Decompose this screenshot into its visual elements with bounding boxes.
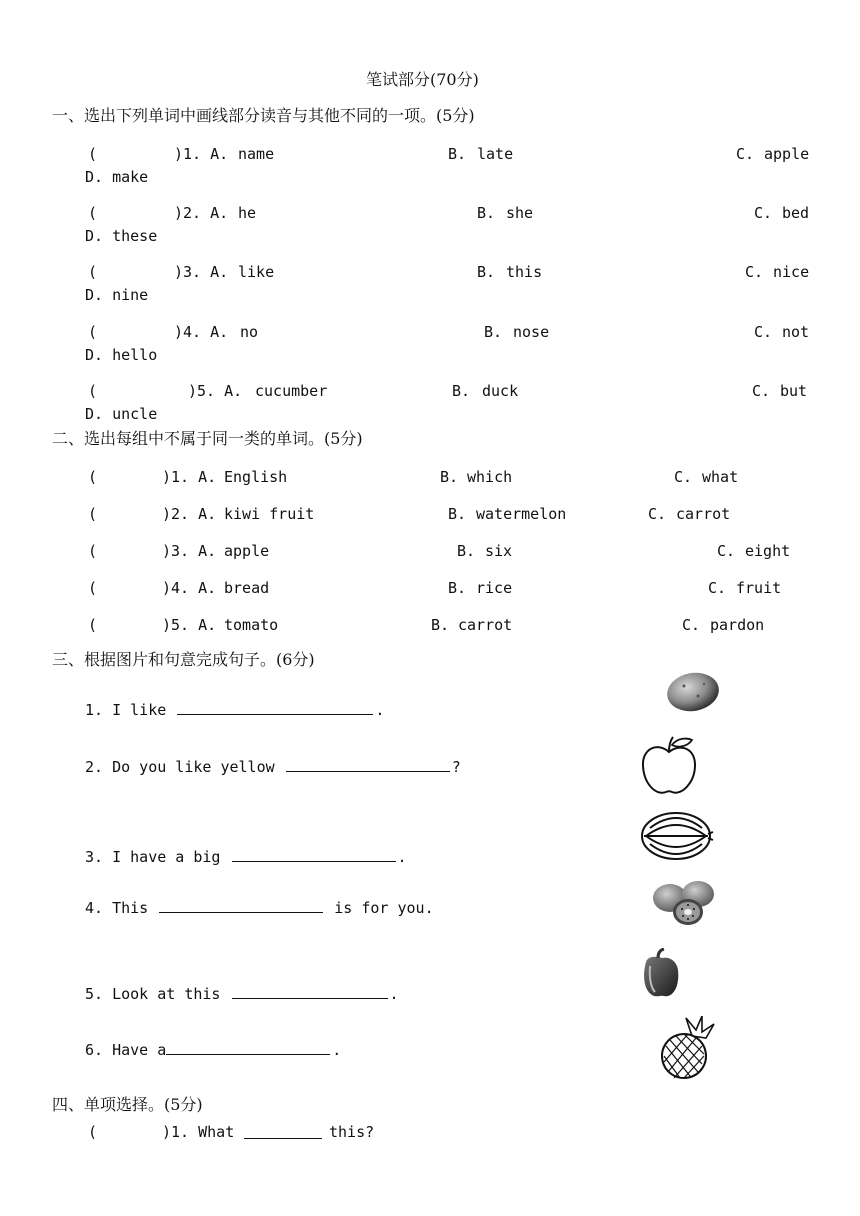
option-d: D. hello [85, 346, 158, 364]
paren-open: ( [88, 204, 98, 222]
paren-open: ( [88, 468, 98, 486]
option-b: carrot [458, 616, 513, 634]
option-b-label: B. [448, 579, 467, 597]
section-4-heading: 四、单项选择。(5分) [52, 1095, 203, 1114]
paren-open: ( [88, 505, 98, 523]
kiwi-image [650, 878, 718, 928]
option-a: he [238, 204, 257, 222]
sentence-text: 1. I like [85, 701, 167, 719]
option-b: nose [513, 323, 550, 341]
sentence-text: 4. This [85, 899, 149, 917]
paren-open: ( [88, 1123, 98, 1141]
option-c-label: C. [717, 542, 736, 560]
watermelon-image [640, 810, 714, 862]
option-c: bed [782, 204, 810, 222]
option-d: D. make [85, 168, 149, 186]
option-b-label: B. [477, 263, 496, 281]
option-b-label: B. [452, 382, 471, 400]
option-d: D. nine [85, 286, 149, 304]
answer-blank[interactable] [166, 1040, 330, 1055]
sentence-end: . [332, 1041, 342, 1059]
s3-sentence-3 [85, 847, 407, 867]
pepper-image [640, 948, 682, 998]
section-1-heading: 一、选出下列单词中画线部分读音与其他不同的一项。(5分) [52, 106, 475, 125]
sentence-end: ? [451, 758, 461, 776]
sentence-text: 5. Look at this [85, 985, 221, 1003]
answer-blank[interactable] [244, 1124, 322, 1139]
option-c-label: C. [754, 323, 773, 341]
option-c-label: C. [736, 145, 755, 163]
sentence-end: . [397, 848, 407, 866]
option-b: watermelon [476, 505, 567, 523]
apple-image [640, 734, 698, 798]
option-c: what [702, 468, 739, 486]
option-b-label: B. [477, 204, 496, 222]
sentence-end: . [375, 701, 385, 719]
answer-blank[interactable] [232, 984, 388, 999]
option-b-label: B. [448, 505, 467, 523]
s3-sentence-5 [85, 984, 399, 1004]
question-number: )1. A. [162, 468, 217, 486]
sentence-text: 2. Do you like yellow [85, 758, 275, 776]
paren-open: ( [88, 542, 98, 560]
option-b: late [477, 145, 514, 163]
option-b-label: B. [484, 323, 503, 341]
paren-open: ( [88, 263, 98, 281]
s3-sentence-6 [85, 1040, 341, 1060]
question-number: )3. A. [174, 263, 229, 281]
paren-open: ( [88, 579, 98, 597]
option-c: pardon [710, 616, 765, 634]
option-b: duck [482, 382, 519, 400]
s3-sentence-1 [85, 700, 384, 720]
question-number: )5. A. [188, 382, 243, 400]
option-c-label: C. [648, 505, 667, 523]
page-title: 笔试部分(70分) [366, 70, 479, 89]
question-number: )4. A. [162, 579, 217, 597]
option-b-label: B. [431, 616, 450, 634]
paren-open: ( [88, 145, 98, 163]
question-number: )2. A. [174, 204, 229, 222]
option-b: which [467, 468, 513, 486]
option-c: carrot [676, 505, 731, 523]
option-c-label: C. [754, 204, 773, 222]
section-2-heading: 二、选出每组中不属于同一类的单词。(5分) [52, 429, 363, 448]
s3-sentence-4 [85, 898, 434, 918]
paren-open: ( [88, 382, 98, 400]
answer-blank[interactable] [232, 847, 396, 862]
option-a: name [238, 145, 275, 163]
option-b-label: B. [448, 145, 467, 163]
paren-open: ( [88, 323, 98, 341]
pineapple-image [656, 1016, 720, 1082]
option-a: no [240, 323, 259, 341]
option-c-label: C. [708, 579, 727, 597]
option-c: but [780, 382, 808, 400]
sentence-end: is for you. [334, 899, 434, 917]
paren-open: ( [88, 616, 98, 634]
option-a: kiwi fruit [224, 505, 315, 523]
answer-blank[interactable] [286, 757, 450, 772]
answer-blank[interactable] [159, 898, 323, 913]
option-a: cucumber [255, 382, 328, 400]
option-a: English [224, 468, 288, 486]
option-b: she [506, 204, 534, 222]
option-c: eight [745, 542, 791, 560]
option-d: D. uncle [85, 405, 158, 423]
answer-blank[interactable] [177, 700, 373, 715]
option-c: nice [773, 263, 810, 281]
question-number: )4. A. [174, 323, 229, 341]
option-c: fruit [736, 579, 782, 597]
option-c-label: C. [682, 616, 701, 634]
option-b-label: B. [440, 468, 459, 486]
option-a: like [238, 263, 275, 281]
option-b: rice [476, 579, 513, 597]
section-3-heading: 三、根据图片和句意完成句子。(6分) [52, 650, 315, 669]
option-b: six [485, 542, 513, 560]
option-b-label: B. [457, 542, 476, 560]
option-a: tomato [224, 616, 279, 634]
option-c-label: C. [745, 263, 764, 281]
sentence-text: 6. Have a [85, 1041, 167, 1059]
sentence-end: . [389, 985, 399, 1003]
question-number: )2. A. [162, 505, 217, 523]
sentence-text: 3. I have a big [85, 848, 221, 866]
option-a: apple [224, 542, 270, 560]
question-number: )5. A. [162, 616, 217, 634]
option-b: this [506, 263, 543, 281]
potato-image [664, 668, 722, 716]
s3-sentence-2 [85, 757, 461, 777]
option-a: bread [224, 579, 270, 597]
question-number: )1. A. [174, 145, 229, 163]
question-end: this? [329, 1123, 375, 1141]
question-number: )3. A. [162, 542, 217, 560]
option-c: not [782, 323, 810, 341]
option-c-label: C. [752, 382, 771, 400]
option-d: D. these [85, 227, 158, 245]
option-c-label: C. [674, 468, 693, 486]
option-c: apple [764, 145, 810, 163]
question-text: )1. What [162, 1123, 235, 1141]
